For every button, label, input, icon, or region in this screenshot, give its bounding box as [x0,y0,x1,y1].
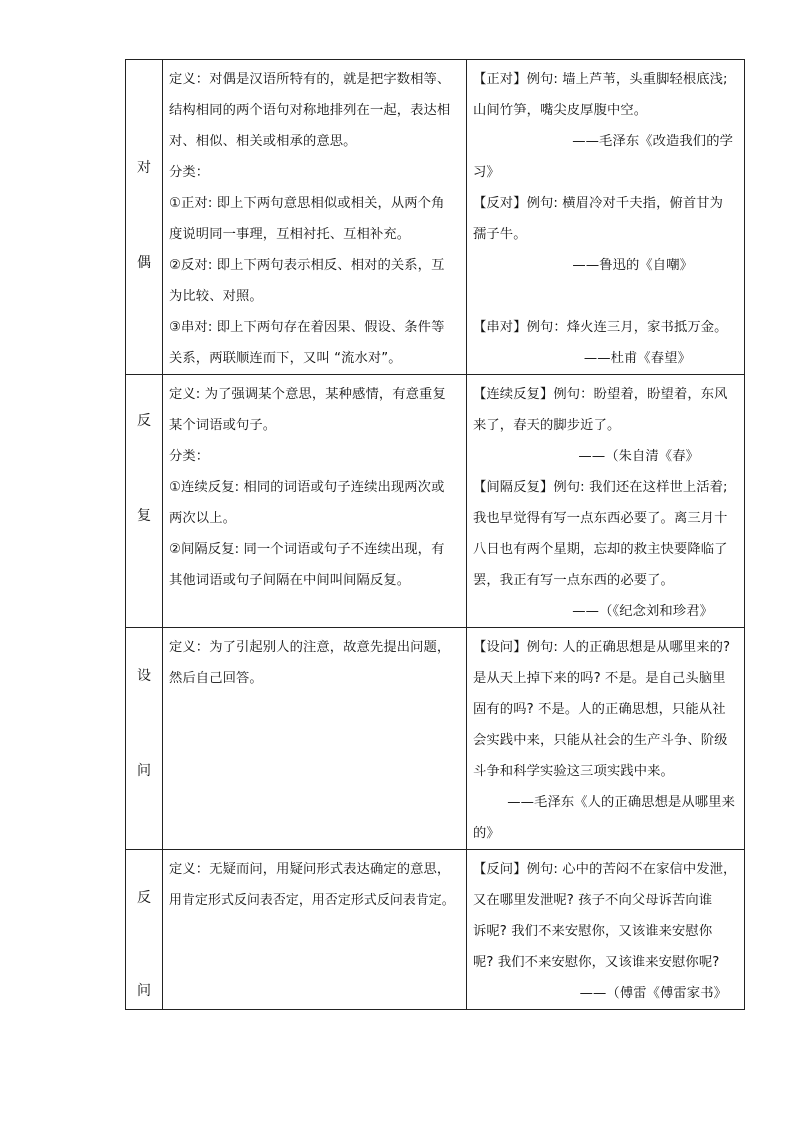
example-line: 我也早觉得有写一点东西必要了。离三月十 [473,511,728,526]
example-source: 习》 [473,165,500,180]
table-row-shewen [126,628,745,850]
definition-line: 分类： [169,449,210,464]
definition-line: ②反对: 即上下两句表示相反、相对的关系，互 [169,258,445,273]
definition-line: ①连续反复: 相同的词语或句子连续出现两次或 [169,480,445,495]
example-spacer [473,281,741,312]
definition-line: 两次以上。 [169,511,236,526]
example-line: 孺子牛。 [473,227,527,242]
example-source: ——（傅雷《傅雷家书》 [579,986,727,1001]
definition-line: 定义：无疑而问，用疑问形式表达确定的意思， [169,862,451,877]
example-cell [467,375,745,628]
example-line: 是从天上掉下来的吗? 不是。是自己头脑里 [473,671,726,686]
example-cell [467,850,745,1010]
definition-cell [163,60,467,375]
device-name-char: 复 [137,508,151,524]
example-line: 【设问】例句: 人的正确思想是从哪里来的? [473,640,731,655]
device-name-char: 问 [137,763,151,779]
example-line: 山间竹笋，嘴尖皮厚腹中空。 [473,103,648,118]
rhetoric-table [125,59,745,1010]
definition-line: ①正对: 即上下两句意思相似或相关，从两个角 [169,196,445,211]
definition-line: 度说明同一事理，互相衬托、互相补充。 [169,227,411,242]
definition-line: 某个词语或句子。 [169,418,277,433]
example-line: 八日也有两个星期，忘却的救主快要降临了 [473,542,728,557]
example-cell [467,60,745,375]
definition-line: 定义: 为了强调某个意思，某种感情，有意重复 [169,387,446,402]
table-row-fanwen [126,850,745,1010]
device-name-cell [126,375,163,628]
device-name-char: 设 [137,668,151,684]
definition-line: ③串对: 即上下两句存在着因果、假设、条件等 [169,320,445,335]
device-name-cell [126,60,163,375]
example-source: ——（《纪念刘和珍君》 [572,604,713,619]
example-source: 的》 [473,826,500,841]
definition-line: 关系，两联顺连而下，又叫 “流水对”。 [169,351,402,366]
example-source: ——毛泽东《人的正确思想是从哪里来 [507,795,735,810]
device-name-char: 偶 [137,255,151,271]
example-line: 罢，我正有写一点东西的必要了。 [473,573,674,588]
example-line: 【连续反复】例句：盼望着，盼望着，东风 [473,387,728,402]
definition-line: 对、相似、相关或相承的意思。 [169,134,357,149]
device-name-cell [126,850,163,1010]
example-line: 【间隔反复】例句: 我们还在这样世上活着; [473,480,728,495]
example-cell [467,628,745,850]
device-name-char: 对 [137,160,151,176]
definition-line: 为比较、对照。 [169,289,263,304]
example-line: 斗争和科学实验这三项实践中来。 [473,764,674,779]
example-source: ——杜甫《春望》 [583,351,691,366]
example-line: 会实践中来，只能从社会的生产斗争、阶级 [473,733,728,748]
example-line: 呢? 我们不来安慰你，又该谁来安慰你呢? [473,955,720,970]
definition-line: 分类： [169,165,210,180]
definition-line: 其他词语或句子间隔在中间叫间隔反复。 [169,573,411,588]
device-name-char: 问 [137,983,151,999]
definition-line: 结构相同的两个语句对称地排列在一起，表达相 [169,103,451,118]
example-line: 又在哪里发泄呢? 孩子不向父母诉苦向谁 [473,893,713,908]
definition-line: 定义：为了引起别人的注意，故意先提出问题， [169,640,451,655]
device-name-char: 反 [137,890,151,906]
example-source: ——（朱自清《春》 [578,449,699,464]
example-line: 诉呢? 我们不来安慰你，又该谁来安慰你 [473,924,713,939]
device-name-cell [126,628,163,850]
example-line: 【反对】例句: 横眉冷对千夫指，俯首甘为 [473,196,724,211]
definition-line: 然后自己回答。 [169,671,263,686]
example-source: ——毛泽东《改造我们的学 [572,134,733,149]
definition-line: 定义：对偶是汉语所特有的，就是把字数相等、 [169,72,451,87]
definition-cell [163,628,467,850]
example-line: 【正对】例句: 墙上芦苇，头重脚轻根底浅; [473,72,728,87]
example-line: 【串对】例句：烽火连三月，家书抵万金。 [473,320,728,335]
definition-line: ②间隔反复: 同一个词语或句子不连续出现，有 [169,542,445,557]
definition-cell [163,375,467,628]
table-row-fanfu [126,375,745,628]
example-line: 来了，春天的脚步近了。 [473,418,621,433]
example-source: ——鲁迅的《自嘲》 [572,258,693,273]
definition-cell [163,850,467,1010]
device-name-char: 反 [137,413,151,429]
definition-line: 用肯定形式反问表否定，用否定形式反问表肯定。 [169,893,455,908]
example-line: 【反问】例句: 心中的苦闷不在家信中发泄， [473,862,737,877]
example-line: 固有的吗? 不是。人的正确思想，只能从社 [473,702,726,717]
table-row-duiou [126,60,745,375]
